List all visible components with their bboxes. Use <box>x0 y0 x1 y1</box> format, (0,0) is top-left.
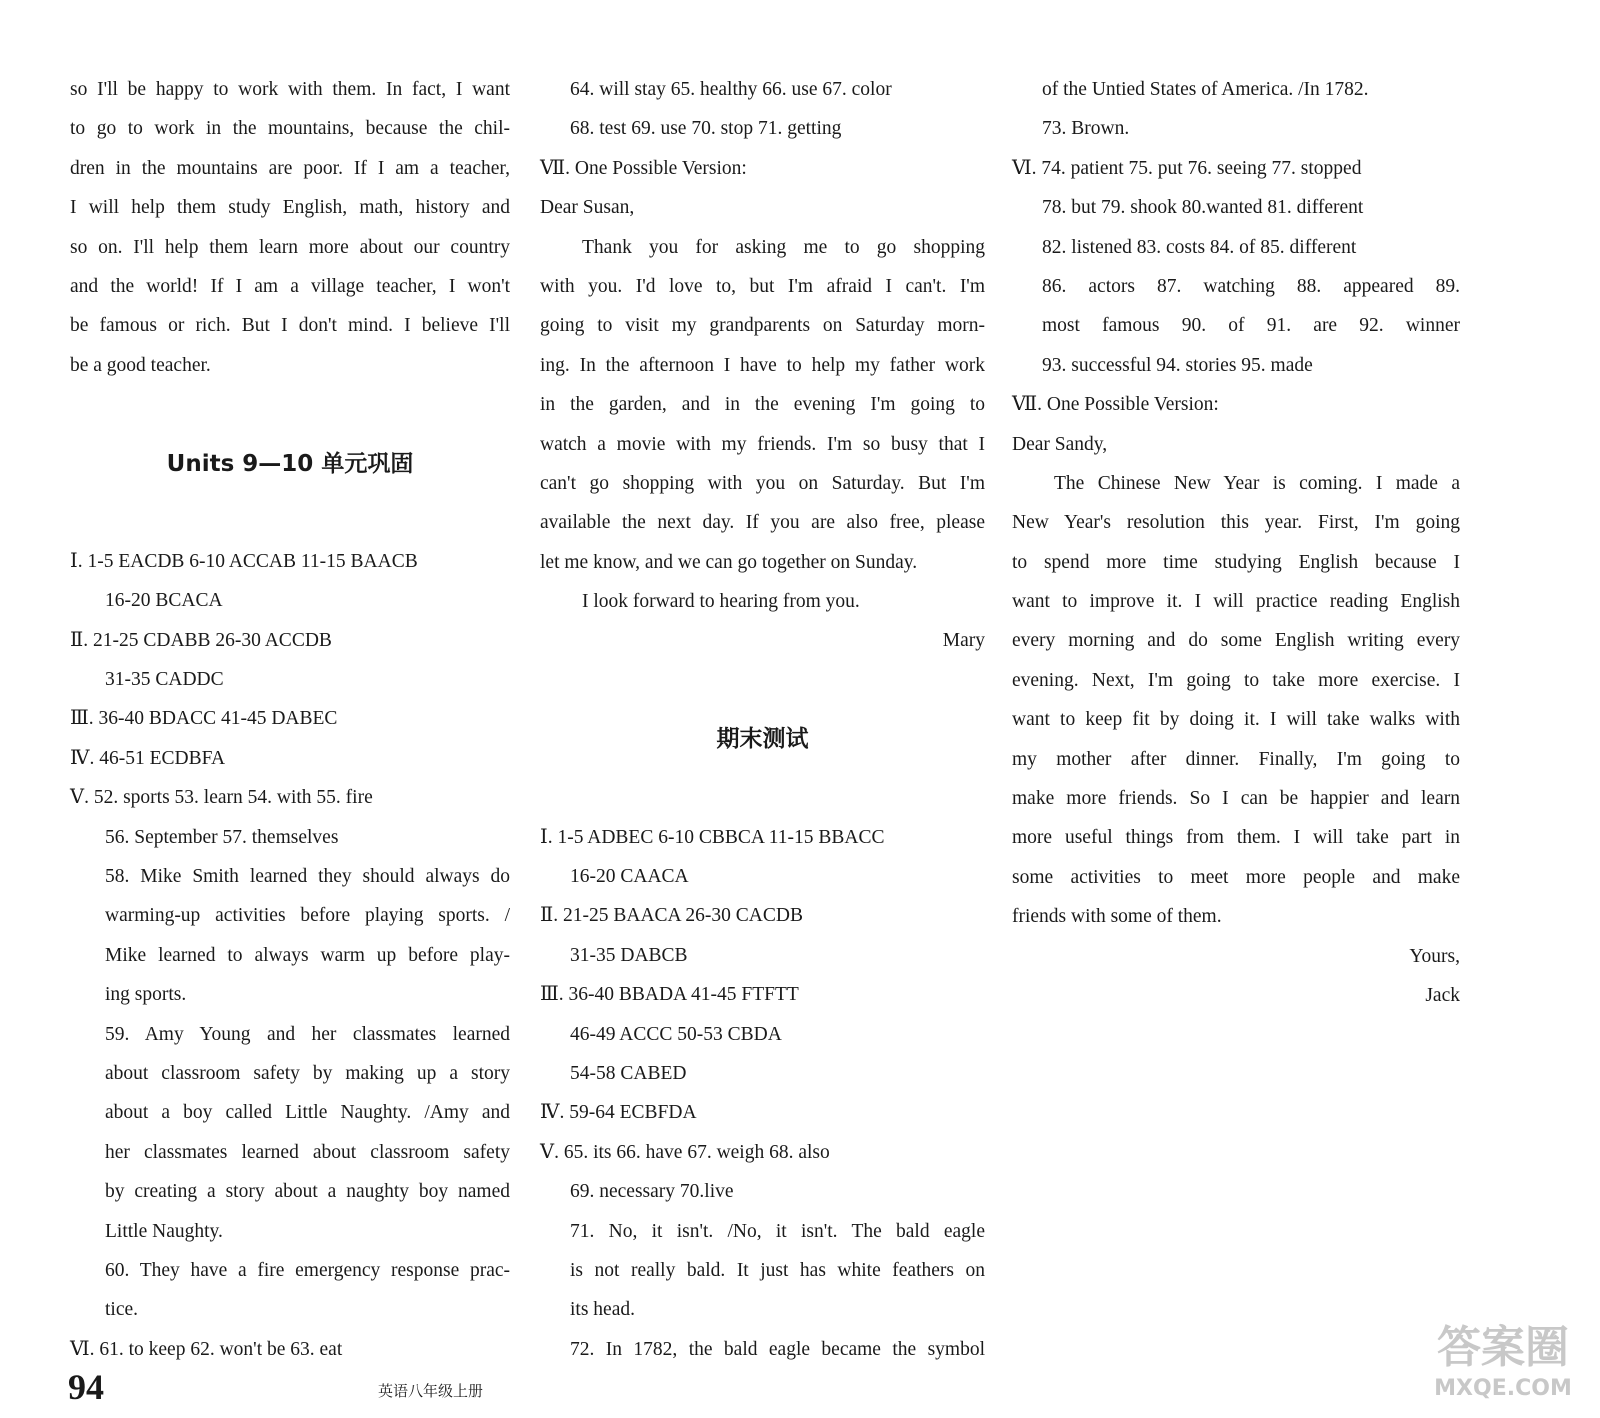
text-line: Ⅶ. One Possible Version: <box>540 157 747 179</box>
text-line: 68. test 69. use 70. stop 71. getting <box>570 118 842 140</box>
text-line: most famous 90. of 91. are 92. winner <box>1042 315 1460 337</box>
text-line: Ⅱ. 21-25 CDABB 26-30 ACCDB <box>70 629 332 651</box>
text-line: more useful things from them. I will take part in <box>1012 827 1460 849</box>
text-line: Ⅳ. 59-64 ECBFDA <box>540 1102 697 1124</box>
column-right <box>1012 70 1460 1015</box>
text-line: Ⅴ. 65. its 66. have 67. weigh 68. also <box>540 1141 830 1163</box>
text-line: watch a movie with my friends. I'm so busy that I <box>540 433 985 455</box>
watermark-mark: 答案圈 <box>1437 1322 1569 1373</box>
text-line: I will help them study English, math, history and <box>70 197 510 219</box>
text-line: 71. No, it isn't. /No, it isn't. The bald eagle <box>570 1220 985 1242</box>
text-line: 31-35 CADDC <box>105 669 224 691</box>
text-line: want to improve it. I will practice reading English <box>1012 591 1460 613</box>
text-line: so on. I'll help them learn more about our country <box>70 236 510 258</box>
watermark-url: MXQE.COM <box>1434 1376 1572 1401</box>
text-line: her classmates learned about classroom safety <box>105 1141 510 1163</box>
section-heading: 期末测试 <box>716 726 809 753</box>
text-line: so I'll be happy to work with them. In fact, I want <box>70 79 510 100</box>
text-line: 86. actors 87. watching 88. appeared 89. <box>1042 275 1460 297</box>
text-line: 16-20 CAACA <box>570 866 689 888</box>
spacer <box>70 385 510 424</box>
text-line: 73. Brown. <box>1042 118 1130 140</box>
text-line: about a boy called Little Naughty. /Amy and <box>105 1102 510 1124</box>
text-line: 78. but 79. shook 80.wanted 81. different <box>1042 197 1364 219</box>
text-line: friends with some of them. <box>1012 906 1222 928</box>
text-line: I look forward to hearing from you. <box>582 591 860 613</box>
text-line: let me know, and we can go together on Sunday. <box>540 551 918 573</box>
text-line: Ⅶ. One Possible Version: <box>1012 394 1219 416</box>
text-line: by creating a story about a naughty boy named <box>105 1181 510 1203</box>
text-line: want to keep fit by doing it. I will take walks with <box>1012 709 1460 731</box>
text-line: 56. September 57. themselves <box>105 826 339 848</box>
text-line: 58. Mike Smith learned they should always do <box>105 866 510 888</box>
text-line: Little Naughty. <box>105 1220 223 1242</box>
text-line: with you. I'd love to, but I'm afraid I can't. I'm <box>540 275 985 297</box>
text-line: 82. listened 83. costs 84. of 85. different <box>1042 236 1357 258</box>
text-line: 31-35 DABCB <box>570 944 688 966</box>
section-heading: Units 9—10 单元巩固 <box>166 450 414 477</box>
text-line: Yours, <box>1409 945 1460 967</box>
text-line: its head. <box>570 1299 635 1321</box>
text-line: warming-up activities before playing sports. / <box>105 905 510 927</box>
text-line: Thank you for asking me to go shopping <box>582 236 985 258</box>
text-line: be famous or rich. But I don't mind. I believe I'll <box>70 315 510 337</box>
text-line: 72. In 1782, the bald eagle became the symbol <box>570 1338 985 1360</box>
spacer <box>540 661 985 700</box>
text-line: Ⅰ. 1-5 ADBEC 6-10 CBBCA 11-15 BBACC <box>540 826 885 848</box>
text-line: Ⅲ. 36-40 BBADA 41-45 FTFTT <box>540 984 799 1006</box>
watermark-logo <box>1418 1320 1588 1410</box>
book-title: 英语八年级上册 <box>378 1382 484 1400</box>
text-line: of the Untied States of America. /In 1782. <box>1042 79 1369 100</box>
text-line: is not really bald. It just has white feathers on <box>570 1259 985 1281</box>
text-line: be a good teacher. <box>70 354 211 376</box>
text-line: ing sports. <box>105 984 187 1006</box>
text-line: 46-49 ACCC 50-53 CBDA <box>570 1023 782 1045</box>
text-line: about classroom safety by making up a story <box>105 1062 510 1084</box>
text-line: Jack <box>1425 984 1460 1006</box>
text-line: Ⅱ. 21-25 BAACA 26-30 CACDB <box>540 905 803 927</box>
text-line: 54-58 CABED <box>570 1062 687 1084</box>
text-line: Dear Susan, <box>540 197 635 219</box>
text-line: and the world! If I am a village teacher, I won't <box>70 275 510 297</box>
text-line: some activities to meet more people and make <box>1012 866 1460 888</box>
text-line: Mike learned to always warm up before play- <box>105 944 510 966</box>
text-line: Ⅵ. 74. patient 75. put 76. seeing 77. stopped <box>1012 157 1362 179</box>
text-line: make more friends. So I can be happier and learn <box>1012 788 1460 810</box>
text-line: every morning and do some English writing every <box>1012 630 1460 652</box>
column-middle <box>540 70 985 1369</box>
text-line: 59. Amy Young and her classmates learned <box>105 1023 510 1045</box>
text-line: in the garden, and in the evening I'm going to <box>540 394 985 416</box>
text-line: 60. They have a fire emergency response prac- <box>105 1259 510 1281</box>
text-line: Ⅳ. 46-51 ECDBFA <box>70 747 226 769</box>
text-line: 69. necessary 70.live <box>570 1181 734 1203</box>
text-line: 93. successful 94. stories 95. made <box>1042 354 1313 376</box>
text-line: Ⅲ. 36-40 BDACC 41-45 DABEC <box>70 708 338 730</box>
text-line: Ⅴ. 52. sports 53. learn 54. with 55. fire <box>70 787 373 809</box>
text-line: available the next day. If you are also free, please <box>540 512 985 534</box>
column-left <box>70 70 510 1369</box>
page-number: 94 <box>68 1367 104 1407</box>
text-line: tice. <box>105 1299 139 1321</box>
text-line: evening. Next, I'm going to take more exercise. I <box>1012 669 1460 691</box>
spacer <box>70 503 510 542</box>
spacer <box>540 778 985 817</box>
text-line: ing. In the afternoon I have to help my father work <box>540 354 985 376</box>
text-line: Ⅰ. 1-5 EACDB 6-10 ACCAB 11-15 BAACB <box>70 550 418 572</box>
text-line: 64. will stay 65. healthy 66. use 67. color <box>570 79 892 100</box>
text-line: to go to work in the mountains, because the chil- <box>70 118 510 140</box>
text-line: my mother after dinner. Finally, I'm going to <box>1012 748 1460 770</box>
text-line: to spend more time studying English because I <box>1012 551 1460 573</box>
text-line: Mary <box>942 630 985 652</box>
text-line: Ⅵ. 61. to keep 62. won't be 63. eat <box>70 1338 343 1360</box>
text-line: Dear Sandy, <box>1012 433 1108 455</box>
text-line: can't go shopping with you on Saturday. But I'm <box>540 472 985 494</box>
text-line: 16-20 BCACA <box>105 590 223 612</box>
text-line: The Chinese New Year is coming. I made a <box>1054 472 1460 494</box>
text-line: dren in the mountains are poor. If I am a teacher, <box>70 157 510 179</box>
text-line: going to visit my grandparents on Saturday morn- <box>540 315 985 337</box>
text-line: New Year's resolution this year. First, I'm going <box>1012 512 1460 534</box>
